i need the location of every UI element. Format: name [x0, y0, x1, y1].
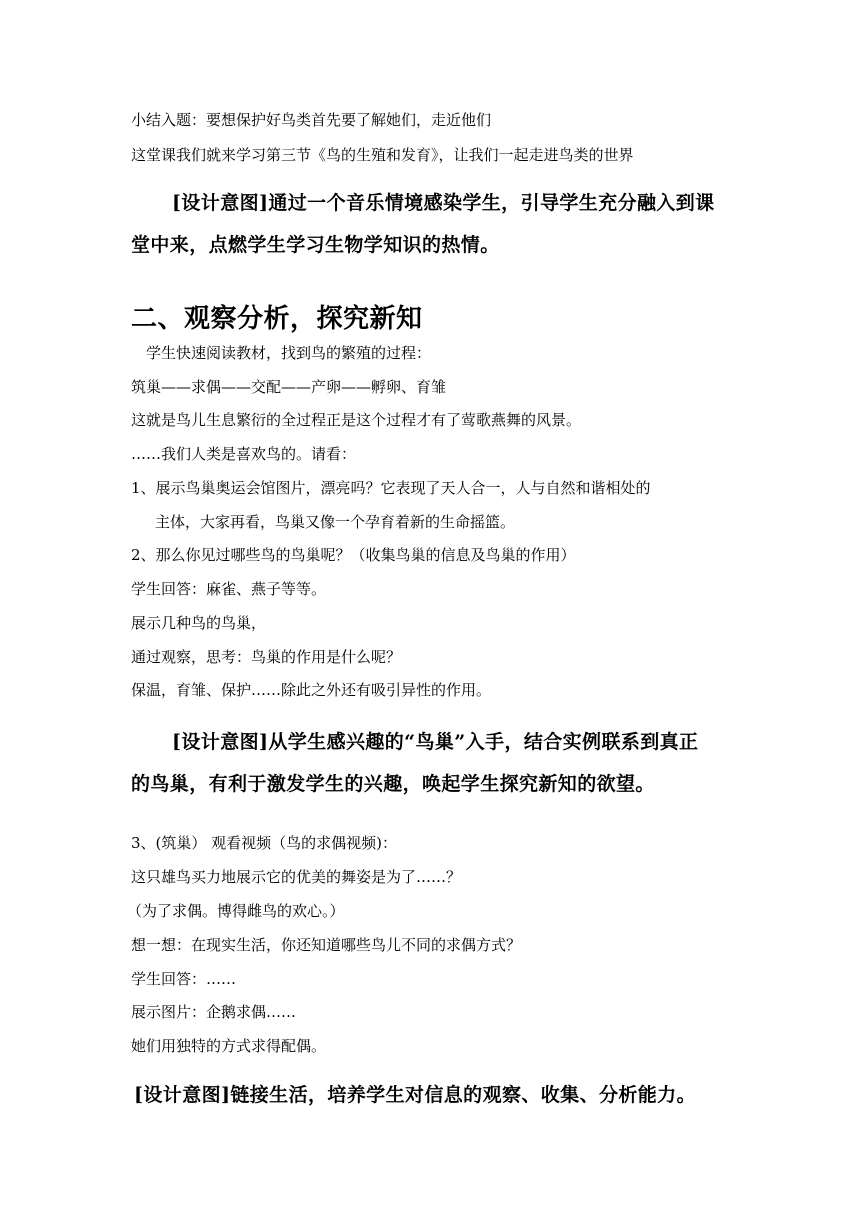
design-intent-line: 的鸟巢，有利于激发学生的兴趣，唤起学生探究新知的欲望。 — [131, 773, 655, 795]
list-item-continuation: 主体，大家再看，鸟巢又像一个孕育着新的生命摇篮。 — [155, 513, 516, 531]
design-intent-line: [设计意图]链接生活，培养学生对信息的观察、收集、分析能力。 — [134, 1084, 696, 1106]
section-heading: 二、观察分析，探究新知 — [131, 304, 423, 334]
design-intent-line: 堂中来，点燃学生学习生物学知识的热情。 — [131, 234, 500, 256]
paragraph: 通过观察，思考：鸟巢的作用是什么呢？ — [131, 648, 402, 666]
paragraph: 这只雄鸟买力地展示它的优美的舞姿是为了……？ — [131, 868, 462, 886]
paragraph: 保温，育雏、保护……除此之外还有吸引异性的作用。 — [131, 681, 492, 699]
paragraph: 展示图片：企鹅求偶…… — [131, 1003, 297, 1021]
paragraph: 她们用独特的方式求得配偶。 — [131, 1037, 327, 1055]
paragraph: 想一想：在现实生活，你还知道哪些鸟儿不同的求偶方式？ — [131, 936, 522, 954]
intro-line: 小结入题：要想保护好鸟类首先要了解她们，走近他们 — [131, 111, 492, 129]
paragraph: （为了求偶。博得雌鸟的欢心。） — [127, 902, 345, 920]
design-intent-line: [设计意图]通过一个音乐情境感染学生，引导学生充分融入到课 — [172, 192, 715, 214]
paragraph: 学生回答：麻雀、燕子等等。 — [131, 580, 327, 598]
paragraph: 展示几种鸟的鸟巢， — [131, 614, 267, 632]
paragraph: 这就是鸟儿生息繁衍的全过程正是这个过程才有了莺歌燕舞的风景。 — [131, 411, 582, 429]
paragraph: ……我们人类是喜欢鸟的。请看： — [131, 445, 357, 463]
list-item: 3、(筑巢） 观看视频（鸟的求偶视频)： — [131, 834, 398, 852]
design-intent-line: [设计意图]从学生感兴趣的“鸟巢”入手，结合实例联系到真正 — [172, 731, 699, 753]
paragraph: 筑巢——求偶——交配——产卵——孵卵、育雏 — [131, 378, 447, 396]
paragraph: 学生快速阅读教材，找到鸟的繁殖的过程： — [146, 344, 432, 362]
paragraph: 学生回答：…… — [131, 970, 237, 988]
intro-line: 这堂课我们就来学习第三节《鸟的生殖和发育》，让我们一起走进鸟类的世界 — [131, 146, 634, 164]
list-item: 1、展示鸟巢奥运会馆图片，漂亮吗？它表现了天人合一，人与自然和谐相处的 — [131, 479, 651, 497]
list-item: 2、那么你见过哪些鸟的鸟巢呢？（收集鸟巢的信息及鸟巢的作用） — [131, 546, 576, 564]
